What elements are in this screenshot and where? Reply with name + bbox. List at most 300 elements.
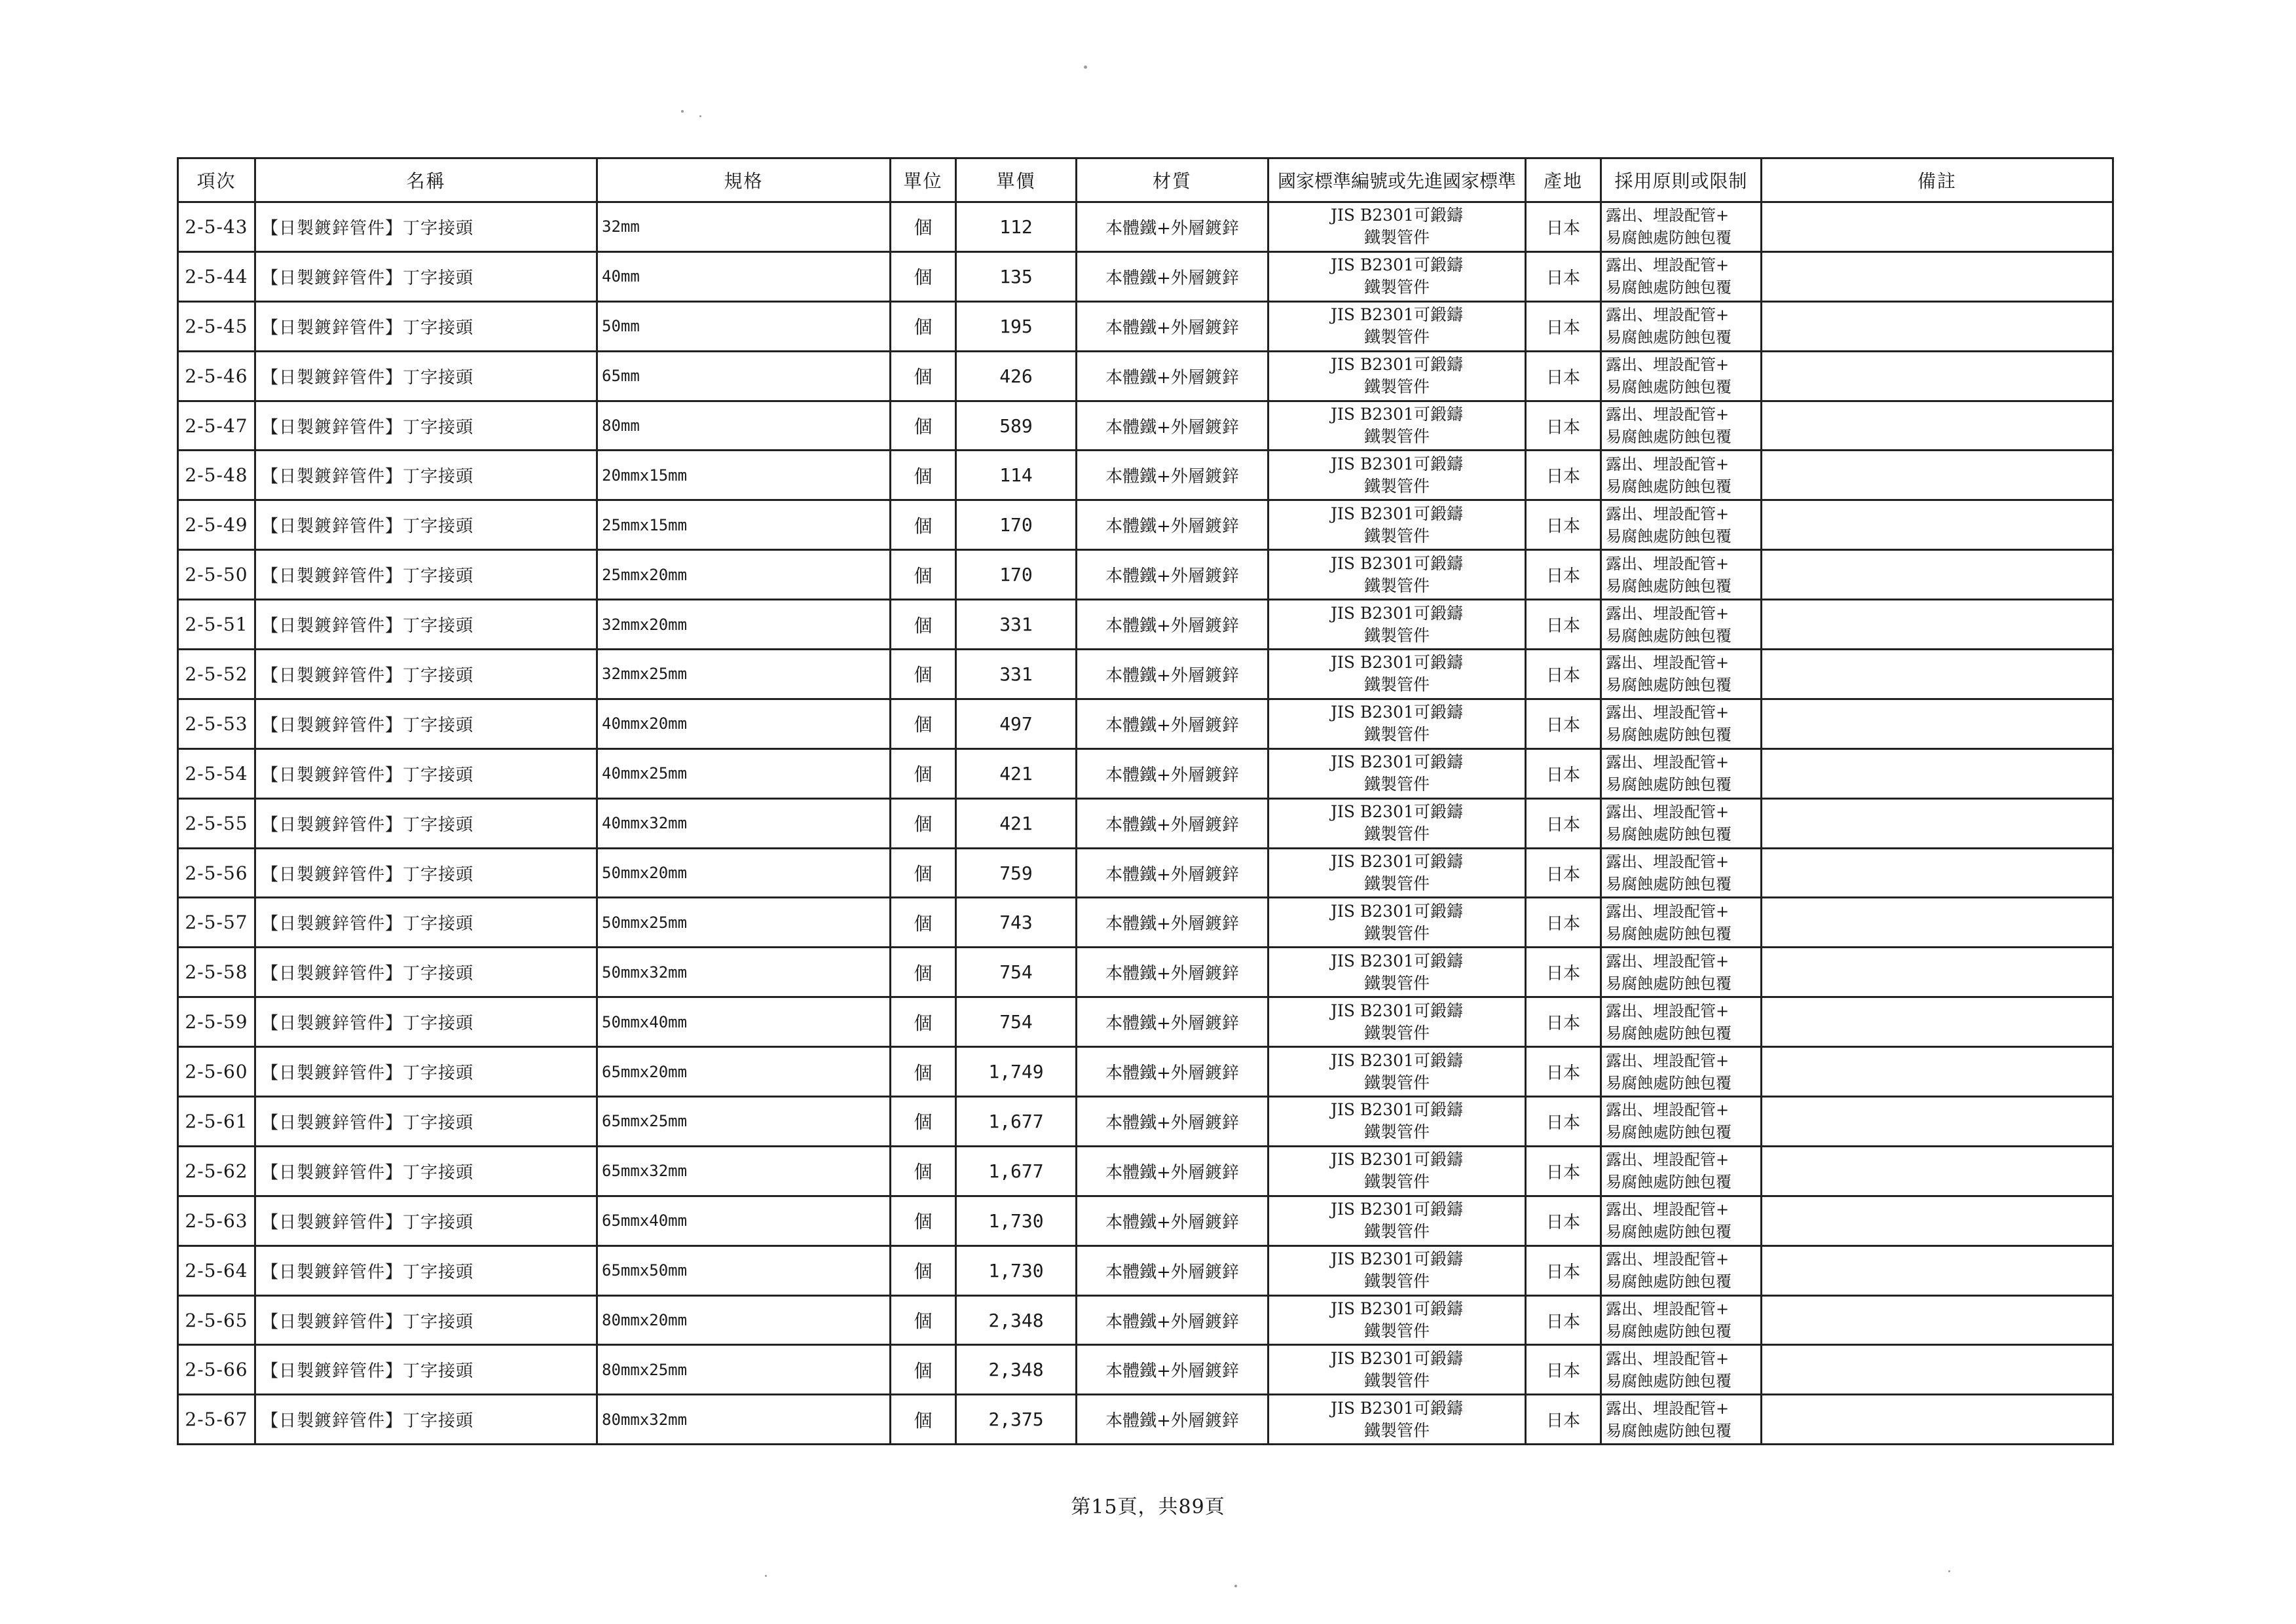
cell-spec: 40mmx32mm: [597, 798, 891, 848]
cell-spec: 65mm: [597, 351, 891, 401]
cell-material: 本體鐵+外層鍍鋅: [1077, 251, 1268, 301]
cell-origin: 日本: [1526, 1047, 1601, 1097]
cell-standard-line-2: 鐵製管件: [1363, 476, 1430, 496]
cell-origin: 日本: [1526, 550, 1601, 600]
cell-spec: 25mmx15mm: [597, 500, 891, 550]
cell-standard-line-2: 鐵製管件: [1363, 973, 1430, 993]
cell-unit: 個: [891, 500, 956, 550]
cell-rule: [1601, 1196, 1762, 1246]
cell-spec: 65mmx32mm: [597, 1146, 891, 1196]
cell-code: 2-5-43: [178, 202, 255, 252]
cell-name: 【日製鍍鋅管件】丁字接頭: [255, 798, 597, 848]
cell-price: 135: [956, 251, 1077, 301]
table-row: [178, 748, 2113, 798]
table-row: [178, 600, 2113, 650]
cell-spec: 50mmx20mm: [597, 848, 891, 898]
cell-rule-line-1: 露出、埋設配管+: [1606, 1051, 1730, 1070]
cell-price: 2,348: [956, 1295, 1077, 1345]
header-name: 名稱: [255, 158, 597, 202]
cell-code: 2-5-53: [178, 699, 255, 748]
cell-spec: 65mmx25mm: [597, 1097, 891, 1147]
table-row: [178, 798, 2113, 848]
cell-price: 426: [956, 351, 1077, 401]
cell-standard: [1268, 1146, 1526, 1196]
cell-material: 本體鐵+外層鍍鋅: [1077, 1097, 1268, 1147]
cell-rule-line-1: 露出、埋設配管+: [1606, 1399, 1730, 1418]
scan-speck: [1948, 1570, 1950, 1572]
cell-material: 本體鐵+外層鍍鋅: [1077, 301, 1268, 351]
cell-unit: 個: [891, 699, 956, 748]
cell-standard-line-2: 鐵製管件: [1363, 1172, 1430, 1192]
cell-unit: 個: [891, 898, 956, 948]
cell-name: 【日製鍍鋅管件】丁字接頭: [255, 650, 597, 699]
cell-standard: [1268, 848, 1526, 898]
cell-rule: [1601, 251, 1762, 301]
cell-price: 195: [956, 301, 1077, 351]
cell-rule: [1601, 1146, 1762, 1196]
header-note: 備註: [1762, 158, 2113, 202]
cell-rule: [1601, 401, 1762, 451]
cell-origin: 日本: [1526, 748, 1601, 798]
table-row: [178, 650, 2113, 699]
cell-material: 本體鐵+外層鍍鋅: [1077, 351, 1268, 401]
cell-unit: 個: [891, 1097, 956, 1147]
cell-rule-line-1: 露出、埋設配管+: [1606, 1200, 1730, 1219]
cell-price: 2,348: [956, 1345, 1077, 1395]
cell-standard-line-2: 鐵製管件: [1363, 1420, 1430, 1440]
cell-origin: 日本: [1526, 351, 1601, 401]
cell-standard-line-1: JIS B2301可鍛鑄: [1331, 901, 1463, 921]
cell-note: [1762, 1295, 2113, 1345]
cell-standard-line-2: 鐵製管件: [1363, 874, 1430, 894]
cell-origin: 日本: [1526, 848, 1601, 898]
table-row: [178, 1196, 2113, 1246]
scan-speck: [1234, 1585, 1237, 1587]
cell-standard: [1268, 898, 1526, 948]
cell-price: 1,677: [956, 1097, 1077, 1147]
scan-speck: [1084, 65, 1087, 69]
cell-origin: 日本: [1526, 997, 1601, 1047]
table-row: [178, 1047, 2113, 1097]
cell-standard: [1268, 1395, 1526, 1445]
cell-spec: 50mmx25mm: [597, 898, 891, 948]
cell-spec: 40mmx25mm: [597, 748, 891, 798]
cell-code: 2-5-50: [178, 550, 255, 600]
cell-price: 421: [956, 748, 1077, 798]
cell-rule: [1601, 1345, 1762, 1395]
cell-standard-line-1: JIS B2301可鍛鑄: [1331, 653, 1463, 673]
cell-origin: 日本: [1526, 451, 1601, 500]
cell-code: 2-5-57: [178, 898, 255, 948]
cell-spec: 40mm: [597, 251, 891, 301]
cell-standard-line-1: JIS B2301可鍛鑄: [1331, 852, 1463, 872]
header-spec: 規格: [597, 158, 891, 202]
cell-standard-line-1: JIS B2301可鍛鑄: [1331, 802, 1463, 822]
table-row: [178, 1246, 2113, 1295]
cell-unit: 個: [891, 1395, 956, 1445]
cell-unit: 個: [891, 748, 956, 798]
cell-rule-line-1: 露出、埋設配管+: [1606, 306, 1730, 325]
cell-rule: [1601, 1246, 1762, 1295]
cell-rule-line-2: 易腐蝕處防蝕包覆: [1606, 974, 1731, 993]
cell-standard-line-1: JIS B2301可鍛鑄: [1331, 553, 1463, 573]
header-unit: 單位: [891, 158, 956, 202]
cell-standard: [1268, 1295, 1526, 1345]
cell-unit: 個: [891, 997, 956, 1047]
cell-standard: [1268, 301, 1526, 351]
cell-note: [1762, 202, 2113, 252]
cell-standard-line-2: 鐵製管件: [1363, 1272, 1430, 1291]
cell-material: 本體鐵+外層鍍鋅: [1077, 1345, 1268, 1395]
cell-rule-line-1: 露出、埋設配管+: [1606, 1349, 1730, 1368]
cell-material: 本體鐵+外層鍍鋅: [1077, 1196, 1268, 1246]
cell-standard-line-2: 鐵製管件: [1363, 427, 1430, 446]
cell-code: 2-5-61: [178, 1097, 255, 1147]
cell-standard-line-1: JIS B2301可鍛鑄: [1331, 1249, 1463, 1269]
cell-rule-line-1: 露出、埋設配管+: [1606, 853, 1730, 872]
cell-rule-line-2: 易腐蝕處防蝕包覆: [1606, 1123, 1731, 1142]
cell-rule-line-1: 露出、埋設配管+: [1606, 504, 1730, 523]
cell-name: 【日製鍍鋅管件】丁字接頭: [255, 401, 597, 451]
cell-material: 本體鐵+外層鍍鋅: [1077, 997, 1268, 1047]
cell-note: [1762, 550, 2113, 600]
cell-material: 本體鐵+外層鍍鋅: [1077, 699, 1268, 748]
cell-standard: [1268, 251, 1526, 301]
cell-unit: 個: [891, 1146, 956, 1196]
cell-standard-line-2: 鐵製管件: [1363, 1321, 1430, 1341]
cell-rule-line-2: 易腐蝕處防蝕包覆: [1606, 875, 1731, 894]
cell-unit: 個: [891, 600, 956, 650]
cell-rule-line-1: 露出、埋設配管+: [1606, 1001, 1730, 1020]
cell-origin: 日本: [1526, 251, 1601, 301]
cell-material: 本體鐵+外層鍍鋅: [1077, 401, 1268, 451]
cell-spec: 80mmx20mm: [597, 1295, 891, 1345]
cell-spec: 80mmx25mm: [597, 1345, 891, 1395]
cell-spec: 20mmx15mm: [597, 451, 891, 500]
cell-standard-line-2: 鐵製管件: [1363, 526, 1430, 545]
table-row: [178, 699, 2113, 748]
cell-material: 本體鐵+外層鍍鋅: [1077, 550, 1268, 600]
cell-note: [1762, 451, 2113, 500]
header-material: 材質: [1077, 158, 1268, 202]
table-row: [178, 848, 2113, 898]
cell-standard: [1268, 1345, 1526, 1395]
cell-price: 497: [956, 699, 1077, 748]
table-row: [178, 997, 2113, 1047]
cell-rule-line-2: 易腐蝕處防蝕包覆: [1606, 1024, 1731, 1043]
price-table: [177, 157, 2114, 1445]
cell-code: 2-5-47: [178, 401, 255, 451]
cell-note: [1762, 848, 2113, 898]
cell-standard-line-2: 鐵製管件: [1363, 278, 1430, 297]
table-row: [178, 1146, 2113, 1196]
cell-spec: 40mmx20mm: [597, 699, 891, 748]
cell-rule-line-2: 易腐蝕處防蝕包覆: [1606, 576, 1731, 595]
cell-rule-line-2: 易腐蝕處防蝕包覆: [1606, 477, 1731, 496]
cell-material: 本體鐵+外層鍍鋅: [1077, 848, 1268, 898]
page-number: 第15頁，共89頁: [1071, 1496, 1225, 1519]
cell-rule-line-1: 露出、埋設配管+: [1606, 454, 1730, 473]
cell-code: 2-5-56: [178, 848, 255, 898]
cell-standard-line-2: 鐵製管件: [1363, 775, 1430, 794]
cell-standard-line-2: 鐵製管件: [1363, 1222, 1430, 1242]
cell-spec: 80mm: [597, 401, 891, 451]
cell-standard-line-1: JIS B2301可鍛鑄: [1331, 1001, 1463, 1020]
cell-spec: 80mmx32mm: [597, 1395, 891, 1445]
header-price: 單價: [956, 158, 1077, 202]
cell-standard: [1268, 1246, 1526, 1295]
table-body: [178, 202, 2113, 1445]
cell-rule-line-1: 露出、埋設配管+: [1606, 256, 1730, 275]
cell-rule-line-2: 易腐蝕處防蝕包覆: [1606, 1322, 1731, 1341]
cell-note: [1762, 1097, 2113, 1147]
cell-rule-line-2: 易腐蝕處防蝕包覆: [1606, 1421, 1731, 1440]
scan-speck: [699, 115, 701, 117]
cell-standard-line-1: JIS B2301可鍛鑄: [1331, 703, 1463, 722]
cell-rule: [1601, 301, 1762, 351]
cell-unit: 個: [891, 1196, 956, 1246]
cell-rule: [1601, 997, 1762, 1047]
cell-price: 589: [956, 401, 1077, 451]
cell-standard-line-1: JIS B2301可鍛鑄: [1331, 1398, 1463, 1418]
cell-standard: [1268, 650, 1526, 699]
cell-price: 743: [956, 898, 1077, 948]
cell-price: 1,730: [956, 1246, 1077, 1295]
cell-standard-line-1: JIS B2301可鍛鑄: [1331, 1348, 1463, 1368]
table-row: [178, 301, 2113, 351]
cell-unit: 個: [891, 251, 956, 301]
cell-standard-line-1: JIS B2301可鍛鑄: [1331, 206, 1463, 225]
cell-spec: 50mmx40mm: [597, 997, 891, 1047]
cell-rule-line-2: 易腐蝕處防蝕包覆: [1606, 328, 1731, 347]
cell-standard-line-1: JIS B2301可鍛鑄: [1331, 1299, 1463, 1319]
cell-note: [1762, 699, 2113, 748]
cell-price: 2,375: [956, 1395, 1077, 1445]
cell-rule-line-2: 易腐蝕處防蝕包覆: [1606, 1173, 1731, 1192]
cell-price: 170: [956, 550, 1077, 600]
cell-note: [1762, 351, 2113, 401]
cell-note: [1762, 948, 2113, 997]
cell-rule: [1601, 1295, 1762, 1345]
cell-note: [1762, 1395, 2113, 1445]
cell-standard-line-2: 鐵製管件: [1363, 1371, 1430, 1390]
cell-unit: 個: [891, 451, 956, 500]
cell-standard: [1268, 351, 1526, 401]
cell-standard-line-2: 鐵製管件: [1363, 1122, 1430, 1142]
cell-standard-line-2: 鐵製管件: [1363, 576, 1430, 595]
cell-standard: [1268, 997, 1526, 1047]
cell-rule-line-1: 露出、埋設配管+: [1606, 356, 1730, 375]
cell-origin: 日本: [1526, 650, 1601, 699]
cell-unit: 個: [891, 650, 956, 699]
cell-code: 2-5-55: [178, 798, 255, 848]
cell-spec: 65mmx50mm: [597, 1246, 891, 1295]
cell-rule: [1601, 699, 1762, 748]
cell-note: [1762, 251, 2113, 301]
table-row: [178, 451, 2113, 500]
cell-standard-line-2: 鐵製管件: [1363, 1023, 1430, 1043]
cell-rule-line-2: 易腐蝕處防蝕包覆: [1606, 726, 1731, 745]
cell-note: [1762, 997, 2113, 1047]
cell-spec: 65mmx40mm: [597, 1196, 891, 1246]
cell-price: 114: [956, 451, 1077, 500]
cell-price: 754: [956, 997, 1077, 1047]
cell-unit: 個: [891, 1047, 956, 1097]
cell-standard-line-2: 鐵製管件: [1363, 327, 1430, 347]
cell-rule-line-1: 露出、埋設配管+: [1606, 554, 1730, 573]
cell-unit: 個: [891, 1246, 956, 1295]
cell-code: 2-5-49: [178, 500, 255, 550]
cell-standard-line-2: 鐵製管件: [1363, 824, 1430, 844]
cell-rule-line-1: 露出、埋設配管+: [1606, 902, 1730, 921]
cell-note: [1762, 1345, 2113, 1395]
cell-material: 本體鐵+外層鍍鋅: [1077, 948, 1268, 997]
cell-origin: 日本: [1526, 202, 1601, 252]
cell-name: 【日製鍍鋅管件】丁字接頭: [255, 948, 597, 997]
cell-standard: [1268, 948, 1526, 997]
cell-rule-line-1: 露出、埋設配管+: [1606, 405, 1730, 424]
cell-unit: 個: [891, 550, 956, 600]
cell-rule: [1601, 500, 1762, 550]
cell-code: 2-5-64: [178, 1246, 255, 1295]
cell-rule-line-1: 露出、埋設配管+: [1606, 1101, 1730, 1120]
cell-origin: 日本: [1526, 500, 1601, 550]
cell-price: 421: [956, 798, 1077, 848]
cell-standard-line-1: JIS B2301可鍛鑄: [1331, 603, 1463, 623]
cell-origin: 日本: [1526, 1345, 1601, 1395]
cell-note: [1762, 401, 2113, 451]
cell-rule: [1601, 1395, 1762, 1445]
cell-standard: [1268, 451, 1526, 500]
cell-note: [1762, 301, 2113, 351]
cell-rule: [1601, 202, 1762, 252]
cell-standard-line-1: JIS B2301可鍛鑄: [1331, 1100, 1463, 1120]
table-row: [178, 500, 2113, 550]
cell-standard: [1268, 1196, 1526, 1246]
cell-rule-line-1: 露出、埋設配管+: [1606, 753, 1730, 772]
cell-rule-line-2: 易腐蝕處防蝕包覆: [1606, 825, 1731, 844]
cell-rule-line-1: 露出、埋設配管+: [1606, 951, 1730, 970]
cell-origin: 日本: [1526, 301, 1601, 351]
table-row: [178, 401, 2113, 451]
cell-material: 本體鐵+外層鍍鋅: [1077, 451, 1268, 500]
cell-rule: [1601, 351, 1762, 401]
cell-rule-line-1: 露出、埋設配管+: [1606, 1151, 1730, 1170]
cell-rule-line-2: 易腐蝕處防蝕包覆: [1606, 924, 1731, 943]
cell-rule: [1601, 848, 1762, 898]
cell-unit: 個: [891, 1295, 956, 1345]
cell-standard: [1268, 798, 1526, 848]
cell-origin: 日本: [1526, 401, 1601, 451]
cell-name: 【日製鍍鋅管件】丁字接頭: [255, 600, 597, 650]
cell-code: 2-5-60: [178, 1047, 255, 1097]
cell-price: 331: [956, 600, 1077, 650]
table-header-row: [178, 158, 2113, 202]
cell-note: [1762, 1196, 2113, 1246]
cell-price: 1,730: [956, 1196, 1077, 1246]
cell-origin: 日本: [1526, 699, 1601, 748]
cell-code: 2-5-66: [178, 1345, 255, 1395]
cell-name: 【日製鍍鋅管件】丁字接頭: [255, 898, 597, 948]
cell-origin: 日本: [1526, 600, 1601, 650]
cell-unit: 個: [891, 848, 956, 898]
cell-spec: 50mm: [597, 301, 891, 351]
cell-code: 2-5-58: [178, 948, 255, 997]
cell-rule: [1601, 550, 1762, 600]
table-row: [178, 1097, 2113, 1147]
cell-standard-line-1: JIS B2301可鍛鑄: [1331, 1050, 1463, 1070]
cell-rule-line-2: 易腐蝕處防蝕包覆: [1606, 229, 1731, 248]
cell-rule: [1601, 948, 1762, 997]
cell-standard: [1268, 202, 1526, 252]
cell-unit: 個: [891, 1345, 956, 1395]
cell-rule-line-2: 易腐蝕處防蝕包覆: [1606, 1223, 1731, 1242]
cell-unit: 個: [891, 798, 956, 848]
cell-rule-line-1: 露出、埋設配管+: [1606, 1300, 1730, 1319]
cell-standard: [1268, 748, 1526, 798]
cell-rule-line-1: 露出、埋設配管+: [1606, 1250, 1730, 1269]
cell-rule-line-2: 易腐蝕處防蝕包覆: [1606, 428, 1731, 446]
cell-code: 2-5-67: [178, 1395, 255, 1445]
table-row: [178, 1295, 2113, 1345]
table-row: [178, 948, 2113, 997]
cell-standard-line-1: JIS B2301可鍛鑄: [1331, 405, 1463, 424]
cell-rule-line-2: 易腐蝕處防蝕包覆: [1606, 676, 1731, 695]
cell-note: [1762, 1047, 2113, 1097]
cell-code: 2-5-45: [178, 301, 255, 351]
cell-rule: [1601, 898, 1762, 948]
cell-standard-line-1: JIS B2301可鍛鑄: [1331, 305, 1463, 325]
cell-rule-line-2: 易腐蝕處防蝕包覆: [1606, 626, 1731, 645]
cell-price: 759: [956, 848, 1077, 898]
cell-unit: 個: [891, 351, 956, 401]
cell-standard: [1268, 699, 1526, 748]
cell-standard: [1268, 600, 1526, 650]
cell-name: 【日製鍍鋅管件】丁字接頭: [255, 699, 597, 748]
table-row: [178, 251, 2113, 301]
cell-standard: [1268, 500, 1526, 550]
cell-note: [1762, 500, 2113, 550]
cell-rule-line-2: 易腐蝕處防蝕包覆: [1606, 775, 1731, 794]
cell-origin: 日本: [1526, 1097, 1601, 1147]
cell-price: 1,677: [956, 1146, 1077, 1196]
cell-code: 2-5-48: [178, 451, 255, 500]
cell-standard-line-2: 鐵製管件: [1363, 625, 1430, 645]
cell-origin: 日本: [1526, 1395, 1601, 1445]
cell-code: 2-5-44: [178, 251, 255, 301]
cell-material: 本體鐵+外層鍍鋅: [1077, 798, 1268, 848]
cell-unit: 個: [891, 301, 956, 351]
cell-code: 2-5-51: [178, 600, 255, 650]
cell-code: 2-5-65: [178, 1295, 255, 1345]
cell-standard-line-1: JIS B2301可鍛鑄: [1331, 752, 1463, 772]
cell-spec: 32mmx20mm: [597, 600, 891, 650]
cell-name: 【日製鍍鋅管件】丁字接頭: [255, 848, 597, 898]
cell-spec: 25mmx20mm: [597, 550, 891, 600]
cell-rule-line-1: 露出、埋設配管+: [1606, 703, 1730, 722]
cell-name: 【日製鍍鋅管件】丁字接頭: [255, 1146, 597, 1196]
cell-material: 本體鐵+外層鍍鋅: [1077, 1395, 1268, 1445]
cell-origin: 日本: [1526, 798, 1601, 848]
cell-material: 本體鐵+外層鍍鋅: [1077, 748, 1268, 798]
cell-code: 2-5-46: [178, 351, 255, 401]
cell-note: [1762, 748, 2113, 798]
cell-name: 【日製鍍鋅管件】丁字接頭: [255, 1295, 597, 1345]
scan-speck: [681, 110, 684, 113]
cell-rule-line-1: 露出、埋設配管+: [1606, 604, 1730, 623]
cell-origin: 日本: [1526, 1295, 1601, 1345]
cell-spec: 65mmx20mm: [597, 1047, 891, 1097]
